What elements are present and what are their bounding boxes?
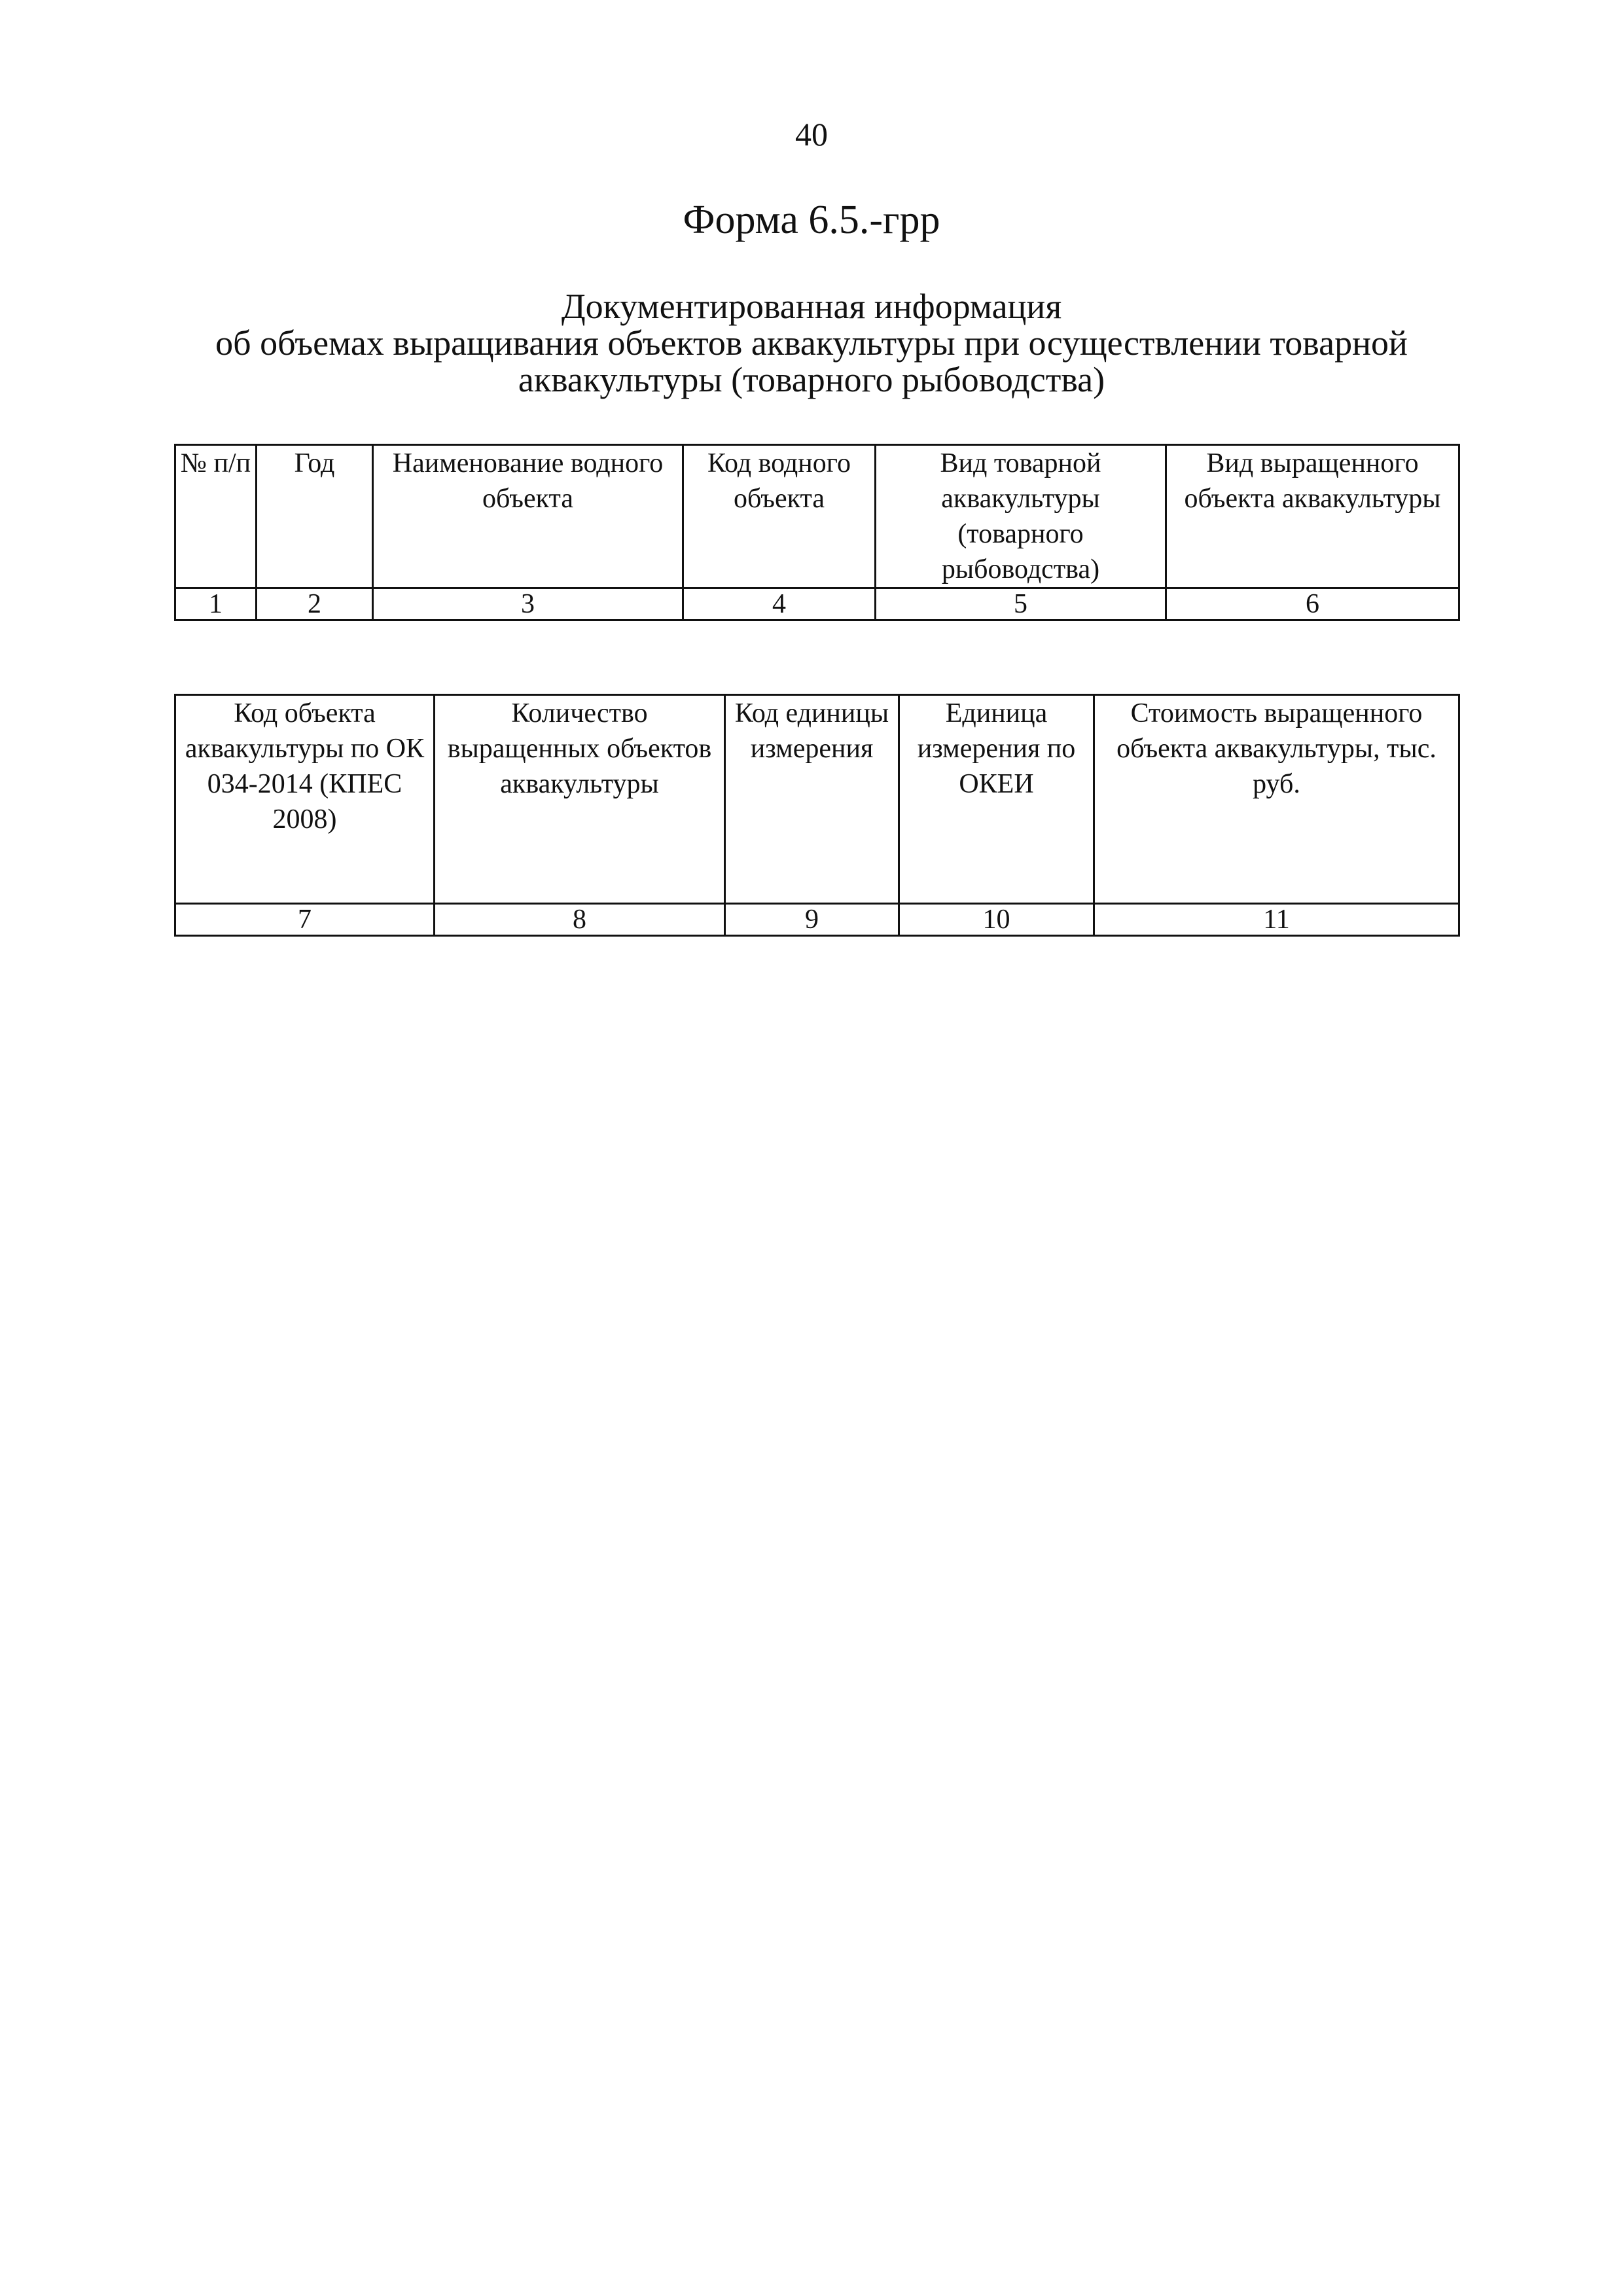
column-number: 8	[435, 904, 725, 936]
column-number: 4	[683, 588, 876, 620]
column-header-year: Год	[257, 445, 373, 588]
column-number: 1	[175, 588, 257, 620]
document-title	[131, 288, 1492, 398]
aquaculture-table-part-2	[174, 694, 1460, 937]
column-number: 10	[899, 904, 1094, 936]
column-header-aquaculture-object-code: Код объекта аквакультуры по ОК 034-2014 (КПЕС 2008)	[175, 695, 435, 904]
column-header-grown-object-type: Вид выращенного объекта аквакультуры	[1166, 445, 1459, 588]
column-number: 9	[725, 904, 899, 936]
column-number-row	[175, 588, 1459, 620]
column-number: 3	[373, 588, 683, 620]
column-header-water-body-code: Код водного объекта	[683, 445, 876, 588]
column-header-unit-okei: Единица измерения по ОКЕИ	[899, 695, 1094, 904]
document-title-line-2: об объемах выращивания объектов аквакультуры при осуществлении товарной	[215, 323, 1408, 363]
column-number: 2	[257, 588, 373, 620]
column-number: 11	[1094, 904, 1459, 936]
column-header-row-number: № п/п	[175, 445, 257, 588]
column-header-aquaculture-type: Вид товарной аквакультуры (товарного рыбоводства)	[876, 445, 1166, 588]
column-header-unit-code: Код единицы измерения	[725, 695, 899, 904]
column-header-grown-quantity: Количество выращенных объектов аквакультуры	[435, 695, 725, 904]
column-number: 7	[175, 904, 435, 936]
table-header-row	[175, 695, 1459, 904]
aquaculture-table-part-1	[174, 444, 1460, 621]
form-title: Форма 6.5.-грр	[683, 198, 940, 242]
column-number-row	[175, 904, 1459, 936]
column-number: 6	[1166, 588, 1459, 620]
column-header-water-body-name: Наименование водного объекта	[373, 445, 683, 588]
document-title-line-1: Документированная информация	[561, 287, 1062, 326]
column-number: 5	[876, 588, 1166, 620]
document-title-line-3: аквакультуры (товарного рыбоводства)	[518, 360, 1105, 399]
column-header-cost: Стоимость выращенного объекта аквакультуры, тыс. руб.	[1094, 695, 1459, 904]
table-header-row	[175, 445, 1459, 588]
page-number: 40	[795, 116, 828, 152]
